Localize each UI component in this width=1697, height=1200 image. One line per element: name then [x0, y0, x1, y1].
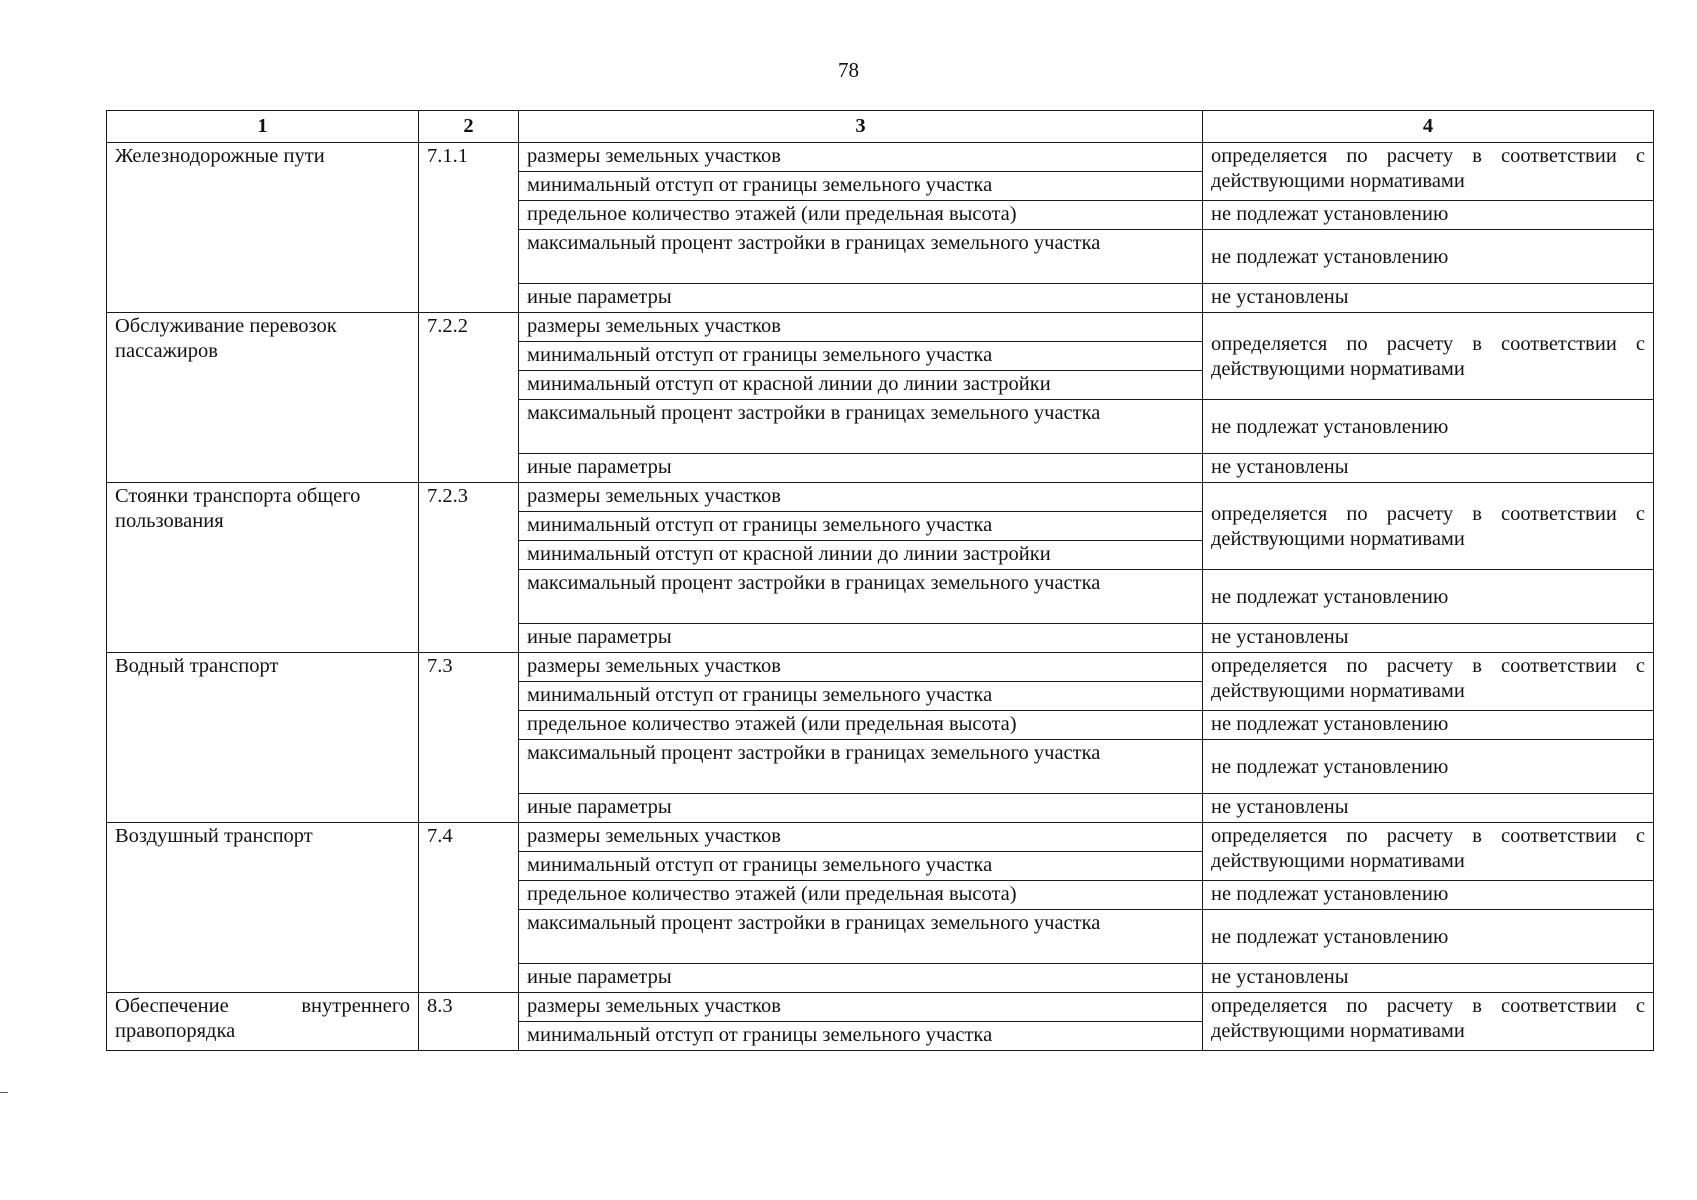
header-col-3: 3: [519, 111, 1203, 143]
parameter-name: размеры земельных участков: [519, 313, 1203, 342]
parameter-name: размеры земельных участков: [519, 483, 1203, 512]
parameter-value: не установлены: [1203, 624, 1654, 653]
use-type-code: 7.2.2: [419, 313, 519, 483]
parameter-name: минимальный отступ от красной линии до линии застройки: [519, 541, 1203, 570]
table-header-row: [107, 111, 1654, 143]
parameter-value: не подлежат установлению: [1203, 400, 1654, 454]
use-type-code: 7.2.3: [419, 483, 519, 653]
parameter-name: размеры земельных участков: [519, 823, 1203, 852]
use-type-name: Обеспечение внутреннего правопорядка: [107, 993, 419, 1051]
parameter-value: определяется по расчету в соответствии с действующими нормативами: [1203, 313, 1654, 400]
parameter-value: не подлежат установлению: [1203, 711, 1654, 740]
table-row: [107, 313, 1654, 342]
parameter-name: минимальный отступ от границы земельного участка: [519, 512, 1203, 541]
parameter-name: минимальный отступ от красной линии до линии застройки: [519, 371, 1203, 400]
parameter-name: размеры земельных участков: [519, 993, 1203, 1022]
parameter-name: иные параметры: [519, 624, 1203, 653]
parameter-value: не подлежат установлению: [1203, 740, 1654, 794]
parameter-value: не установлены: [1203, 964, 1654, 993]
parameter-value: не подлежат установлению: [1203, 910, 1654, 964]
parameter-name: максимальный процент застройки в границах земельного участка: [519, 570, 1203, 624]
parameter-value: не установлены: [1203, 794, 1654, 823]
scan-mark: [0, 1092, 8, 1093]
use-type-name: Воздушный транспорт: [107, 823, 419, 993]
parameter-name: размеры земельных участков: [519, 143, 1203, 172]
table-row: [107, 143, 1654, 172]
parameter-value: определяется по расчету в соответствии с действующими нормативами: [1203, 143, 1654, 201]
parameter-value: не установлены: [1203, 454, 1654, 483]
parameter-name: максимальный процент застройки в границах земельного участка: [519, 740, 1203, 794]
parameter-value: определяется по расчету в соответствии с действующими нормативами: [1203, 653, 1654, 711]
table-row: [107, 823, 1654, 852]
parameter-value: определяется по расчету в соответствии с действующими нормативами: [1203, 993, 1654, 1051]
parameter-name: предельное количество этажей (или предельная высота): [519, 881, 1203, 910]
parameter-name: минимальный отступ от границы земельного участка: [519, 342, 1203, 371]
header-col-2: 2: [419, 111, 519, 143]
use-type-code: 7.3: [419, 653, 519, 823]
parameter-value: определяется по расчету в соответствии с действующими нормативами: [1203, 483, 1654, 570]
table-row: [107, 653, 1654, 682]
parameter-name: иные параметры: [519, 454, 1203, 483]
parameter-value: не установлены: [1203, 284, 1654, 313]
page-number: 78: [838, 58, 859, 82]
parameter-name: иные параметры: [519, 964, 1203, 993]
parameter-name: минимальный отступ от границы земельного участка: [519, 682, 1203, 711]
table-row: [107, 993, 1654, 1022]
parameters-table: [106, 110, 1654, 1051]
header-col-4: 4: [1203, 111, 1654, 143]
parameter-name: максимальный процент застройки в границах земельного участка: [519, 400, 1203, 454]
parameter-name: минимальный отступ от границы земельного участка: [519, 852, 1203, 881]
parameter-value: не подлежат установлению: [1203, 201, 1654, 230]
use-type-name: Стоянки транспорта общего пользования: [107, 483, 419, 653]
parameter-name: предельное количество этажей (или предельная высота): [519, 711, 1203, 740]
use-type-name: Железнодорожные пути: [107, 143, 419, 313]
use-type-code: 7.4: [419, 823, 519, 993]
parameter-name: максимальный процент застройки в границах земельного участка: [519, 230, 1203, 284]
use-type-code: 8.3: [419, 993, 519, 1051]
header-col-1: 1: [107, 111, 419, 143]
parameter-value: не подлежат установлению: [1203, 881, 1654, 910]
table-row: [107, 483, 1654, 512]
parameter-value: определяется по расчету в соответствии с действующими нормативами: [1203, 823, 1654, 881]
parameter-value: не подлежат установлению: [1203, 570, 1654, 624]
parameter-value: не подлежат установлению: [1203, 230, 1654, 284]
parameter-name: иные параметры: [519, 794, 1203, 823]
parameter-name: максимальный процент застройки в границах земельного участка: [519, 910, 1203, 964]
use-type-code: 7.1.1: [419, 143, 519, 313]
parameter-name: размеры земельных участков: [519, 653, 1203, 682]
parameter-name: минимальный отступ от границы земельного участка: [519, 172, 1203, 201]
use-type-name: Обслуживание перевозок пассажиров: [107, 313, 419, 483]
parameter-name: минимальный отступ от границы земельного участка: [519, 1022, 1203, 1051]
use-type-name: Водный транспорт: [107, 653, 419, 823]
parameter-name: предельное количество этажей (или предельная высота): [519, 201, 1203, 230]
parameter-name: иные параметры: [519, 284, 1203, 313]
